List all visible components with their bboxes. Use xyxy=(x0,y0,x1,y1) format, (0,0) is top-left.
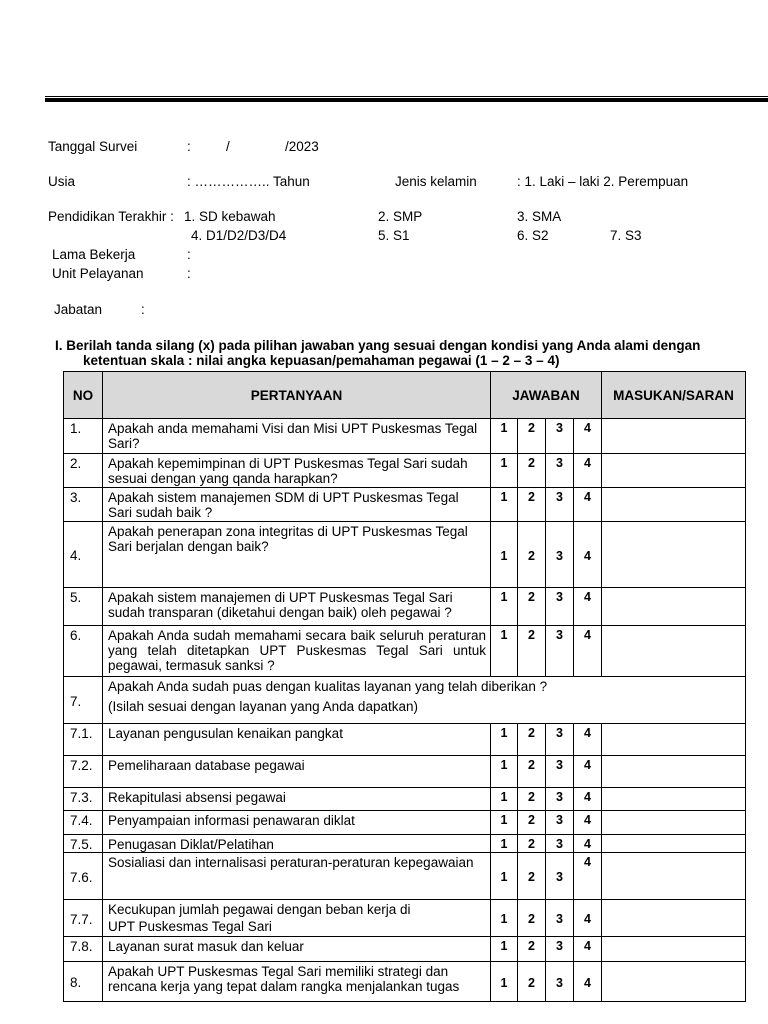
answer-option-2[interactable]: 2 xyxy=(518,419,546,454)
answer-option-2[interactable]: 2 xyxy=(518,853,546,900)
unit-pelayanan-label: Unit Pelayanan xyxy=(52,266,144,281)
answer-option-2[interactable]: 2 xyxy=(518,811,546,835)
question-cell xyxy=(103,419,491,454)
row-number: 5. xyxy=(64,588,103,626)
answer-option-1[interactable]: 1 xyxy=(491,522,518,588)
masukan-saran-cell[interactable] xyxy=(602,900,746,937)
answer-option-2[interactable]: 2 xyxy=(518,588,546,626)
row-number: 7.3. xyxy=(64,788,103,811)
answer-option-2[interactable]: 2 xyxy=(518,756,546,788)
answer-option-2[interactable]: 2 xyxy=(518,835,546,853)
row-number: 2. xyxy=(64,454,103,488)
answer-option-4[interactable]: 4 xyxy=(574,900,602,937)
answer-option-1[interactable]: 1 xyxy=(491,788,518,811)
answer-option-3[interactable]: 3 xyxy=(546,900,574,937)
table-row xyxy=(64,937,746,962)
question-cell xyxy=(103,788,491,811)
row-number: 8. xyxy=(64,962,103,1002)
table-row xyxy=(64,835,746,853)
answer-option-1[interactable]: 1 xyxy=(491,419,518,454)
instruction xyxy=(55,338,700,368)
answer-option-4[interactable]: 4 xyxy=(574,962,602,1002)
answer-option-4[interactable]: 4 xyxy=(574,588,602,626)
pendidikan-label: Pendidikan Terakhir : xyxy=(48,209,174,224)
answer-option-2[interactable]: 2 xyxy=(518,454,546,488)
row-number: 3. xyxy=(64,488,103,522)
jenis-kelamin-value: : 1. Laki – laki 2. Perempuan xyxy=(517,174,689,189)
question-cell xyxy=(103,626,491,677)
answer-option-1[interactable]: 1 xyxy=(491,962,518,1002)
question-text: Apakah penerapan zona integritas di UPT Puskesmas Tegal Sari berjalan dengan baik? xyxy=(108,524,468,554)
header-masukan-saran: MASUKAN/SARAN xyxy=(602,372,746,419)
question-text: Apakah kepemimpinan di UPT Puskesmas Tegal Sari sudah sesuai dengan yang qanda harapkan? xyxy=(108,456,468,486)
answer-option-2[interactable]: 2 xyxy=(518,724,546,756)
row-number: 7. xyxy=(64,677,103,724)
pendidikan-option: 5. S1 xyxy=(378,228,410,243)
answer-option-4[interactable]: 4 xyxy=(574,835,602,853)
pendidikan-option: 1. SD kebawah xyxy=(184,209,276,224)
table-row xyxy=(64,588,746,626)
masukan-saran-cell[interactable] xyxy=(602,835,746,853)
answer-option-2[interactable]: 2 xyxy=(518,788,546,811)
question-text: Penugasan Diklat/Pelatihan xyxy=(108,837,274,852)
pendidikan-option: 6. S2 xyxy=(517,228,549,243)
row-number: 7.5. xyxy=(64,835,103,853)
answer-option-1[interactable]: 1 xyxy=(491,488,518,522)
question-text: Layanan surat masuk dan keluar xyxy=(108,939,304,954)
tanggal-colon: : xyxy=(187,139,191,154)
usia-label: Usia xyxy=(48,174,76,189)
instruction-line-1: I. Berilah tanda silang (x) pada pilihan jawaban yang sesuai dengan kondisi yang Anda alami dengan xyxy=(55,338,701,353)
header-jawaban: JAWABAN xyxy=(491,372,602,419)
header-rule-thin xyxy=(45,96,768,97)
lama-bekerja-colon: : xyxy=(187,247,191,262)
answer-option-4[interactable]: 4 xyxy=(574,454,602,488)
table-row xyxy=(64,626,746,677)
table-row xyxy=(64,811,746,835)
tanggal-label: Tanggal Survei xyxy=(48,139,138,154)
table-row xyxy=(64,454,746,488)
jabatan-colon: : xyxy=(141,302,145,317)
answer-option-4[interactable]: 4 xyxy=(574,724,602,756)
answer-option-1[interactable]: 1 xyxy=(491,588,518,626)
answer-option-4[interactable]: 4 xyxy=(574,937,602,962)
answer-option-4[interactable]: 4 xyxy=(574,788,602,811)
question-text: Apakah sistem manajemen SDM di UPT Puskesmas Tegal Sari sudah baik ? xyxy=(108,490,459,520)
tanggal-slash: / xyxy=(226,139,230,154)
answer-option-4[interactable]: 4 xyxy=(574,811,602,835)
usia-value: : …………….. Tahun xyxy=(187,174,310,189)
instruction-line-2: ketentuan skala : nilai angka kepuasan/pemahaman pegawai (1 – 2 – 3 – 4) xyxy=(83,353,560,368)
question-cell xyxy=(103,488,491,522)
masukan-saran-cell[interactable] xyxy=(602,937,746,962)
lama-bekerja-label: Lama Bekerja xyxy=(52,247,136,262)
table-row xyxy=(64,853,746,900)
answer-option-1[interactable]: 1 xyxy=(491,937,518,962)
question-text: Apakah UPT Puskesmas Tegal Sari memiliki strategi dan rencana kerja yang tepat dalam rangka menjalankan tugas xyxy=(108,964,460,994)
answer-option-3[interactable]: 3 xyxy=(546,835,574,853)
jabatan-label: Jabatan xyxy=(54,302,103,317)
answer-option-3[interactable]: 3 xyxy=(546,724,574,756)
answer-option-1[interactable]: 1 xyxy=(491,811,518,835)
masukan-saran-cell[interactable] xyxy=(602,811,746,835)
pendidikan-option: 7. S3 xyxy=(610,228,642,243)
row-number: 6. xyxy=(64,626,103,677)
answer-option-3[interactable]: 3 xyxy=(546,488,574,522)
answer-option-3[interactable]: 3 xyxy=(546,962,574,1002)
answer-option-2[interactable]: 2 xyxy=(518,522,546,588)
masukan-saran-cell[interactable] xyxy=(602,488,746,522)
answer-option-2[interactable]: 2 xyxy=(518,626,546,677)
header-no: NO xyxy=(64,372,103,419)
answer-option-1[interactable]: 1 xyxy=(491,626,518,677)
question-cell xyxy=(103,454,491,488)
question-cell xyxy=(103,588,491,626)
question-text: Penyampaian informasi penawaran diklat xyxy=(108,813,355,828)
masukan-saran-cell[interactable] xyxy=(602,853,746,900)
table-row xyxy=(64,756,746,788)
answer-option-3[interactable]: 3 xyxy=(546,454,574,488)
question-cell xyxy=(103,853,491,900)
table-header-row xyxy=(64,372,746,419)
tanggal-year: /2023 xyxy=(285,139,319,154)
jenis-kelamin-label: Jenis kelamin xyxy=(395,174,477,189)
header-pertanyaan: PERTANYAAN xyxy=(103,372,491,419)
question-text: Pemeliharaan database pegawai xyxy=(108,758,305,773)
answer-option-1[interactable]: 1 xyxy=(491,900,518,937)
answer-option-4[interactable]: 4 xyxy=(574,853,602,900)
answer-option-4[interactable]: 4 xyxy=(574,522,602,588)
question-text: Sosialiasi dan internalisasi peraturan-peraturan kepegawaian xyxy=(108,855,474,870)
answer-option-3[interactable]: 3 xyxy=(546,811,574,835)
question-subtext: UPT Puskesmas Tegal Sari xyxy=(108,919,272,934)
survey-table xyxy=(63,371,746,1002)
row-number: 7.4. xyxy=(64,811,103,835)
question-text: Apakah Anda sudah memahami secara baik seluruh peraturan yang telah ditetapkan UPT Puskesmas Tegal Sari untuk pegawai, termasuk sanksi ? xyxy=(108,628,486,673)
answer-option-3[interactable]: 3 xyxy=(546,853,574,900)
masukan-saran-cell[interactable] xyxy=(602,522,746,588)
question-text: Kecukupan jumlah pegawai dengan beban kerja di xyxy=(108,902,411,917)
answer-option-3[interactable]: 3 xyxy=(546,522,574,588)
masukan-saran-cell[interactable] xyxy=(602,454,746,488)
table-row xyxy=(64,677,746,724)
pendidikan-option: 4. D1/D2/D3/D4 xyxy=(191,228,287,243)
masukan-saran-cell[interactable] xyxy=(602,756,746,788)
question-text: Rekapitulasi absensi pegawai xyxy=(108,790,286,805)
question-cell xyxy=(103,835,491,853)
question-cell xyxy=(103,522,491,588)
masukan-saran-cell[interactable] xyxy=(602,588,746,626)
table-row xyxy=(64,900,746,937)
row-number: 7.1. xyxy=(64,724,103,756)
masukan-saran-cell[interactable] xyxy=(602,788,746,811)
question-text: Apakah anda memahami Visi dan Misi UPT Puskesmas Tegal Sari? xyxy=(108,421,478,451)
pendidikan-option: 2. SMP xyxy=(378,209,423,224)
answer-option-1[interactable]: 1 xyxy=(491,454,518,488)
answer-option-3[interactable]: 3 xyxy=(546,937,574,962)
answer-option-3[interactable]: 3 xyxy=(546,626,574,677)
unit-pelayanan-colon: : xyxy=(187,266,191,281)
answer-option-1[interactable]: 1 xyxy=(491,756,518,788)
answer-option-2[interactable]: 2 xyxy=(518,900,546,937)
table-row xyxy=(64,962,746,1002)
question-text: Layanan pengusulan kenaikan pangkat xyxy=(108,726,343,741)
answer-option-4[interactable]: 4 xyxy=(574,419,602,454)
answer-option-4[interactable]: 4 xyxy=(574,756,602,788)
answer-option-3[interactable]: 3 xyxy=(546,588,574,626)
answer-option-2[interactable]: 2 xyxy=(518,937,546,962)
masukan-saran-cell[interactable] xyxy=(602,626,746,677)
question-cell xyxy=(103,900,491,937)
answer-option-1[interactable]: 1 xyxy=(491,724,518,756)
question-text: Apakah sistem manajemen di UPT Puskesmas Tegal Sari sudah transparan (diketahui dengan baik) oleh pegawai ? xyxy=(108,590,453,620)
answer-option-2[interactable]: 2 xyxy=(518,488,546,522)
question-cell xyxy=(103,724,491,756)
question-subtext: (Isilah sesuai dengan layanan yang Anda dapatkan) xyxy=(108,699,418,714)
masukan-saran-cell[interactable] xyxy=(602,419,746,454)
row-number: 7.8. xyxy=(64,937,103,962)
question-cell xyxy=(103,937,491,962)
table-row xyxy=(64,788,746,811)
row-number: 7.2. xyxy=(64,756,103,788)
answer-option-2[interactable]: 2 xyxy=(518,962,546,1002)
question-cell xyxy=(103,962,491,1002)
row-number: 7.7. xyxy=(64,900,103,937)
header-rule-thick xyxy=(45,98,768,102)
question-cell xyxy=(103,756,491,788)
answer-option-1[interactable]: 1 xyxy=(491,853,518,900)
table-row xyxy=(64,419,746,454)
table-row xyxy=(64,522,746,588)
answer-option-3[interactable]: 3 xyxy=(546,419,574,454)
question-cell xyxy=(103,677,746,724)
answer-option-3[interactable]: 3 xyxy=(546,756,574,788)
pendidikan-option: 3. SMA xyxy=(517,209,562,224)
masukan-saran-cell[interactable] xyxy=(602,724,746,756)
answer-option-3[interactable]: 3 xyxy=(546,788,574,811)
row-number: 4. xyxy=(64,522,103,588)
row-number: 7.6. xyxy=(64,853,103,900)
row-number: 1. xyxy=(64,419,103,454)
answer-option-1[interactable]: 1 xyxy=(491,835,518,853)
question-cell xyxy=(103,811,491,835)
answer-option-4[interactable]: 4 xyxy=(574,626,602,677)
answer-option-4[interactable]: 4 xyxy=(574,488,602,522)
question-text: Apakah Anda sudah puas dengan kualitas layanan yang telah diberikan ? xyxy=(108,679,548,694)
masukan-saran-cell[interactable] xyxy=(602,962,746,1002)
table-row xyxy=(64,488,746,522)
table-row xyxy=(64,724,746,756)
